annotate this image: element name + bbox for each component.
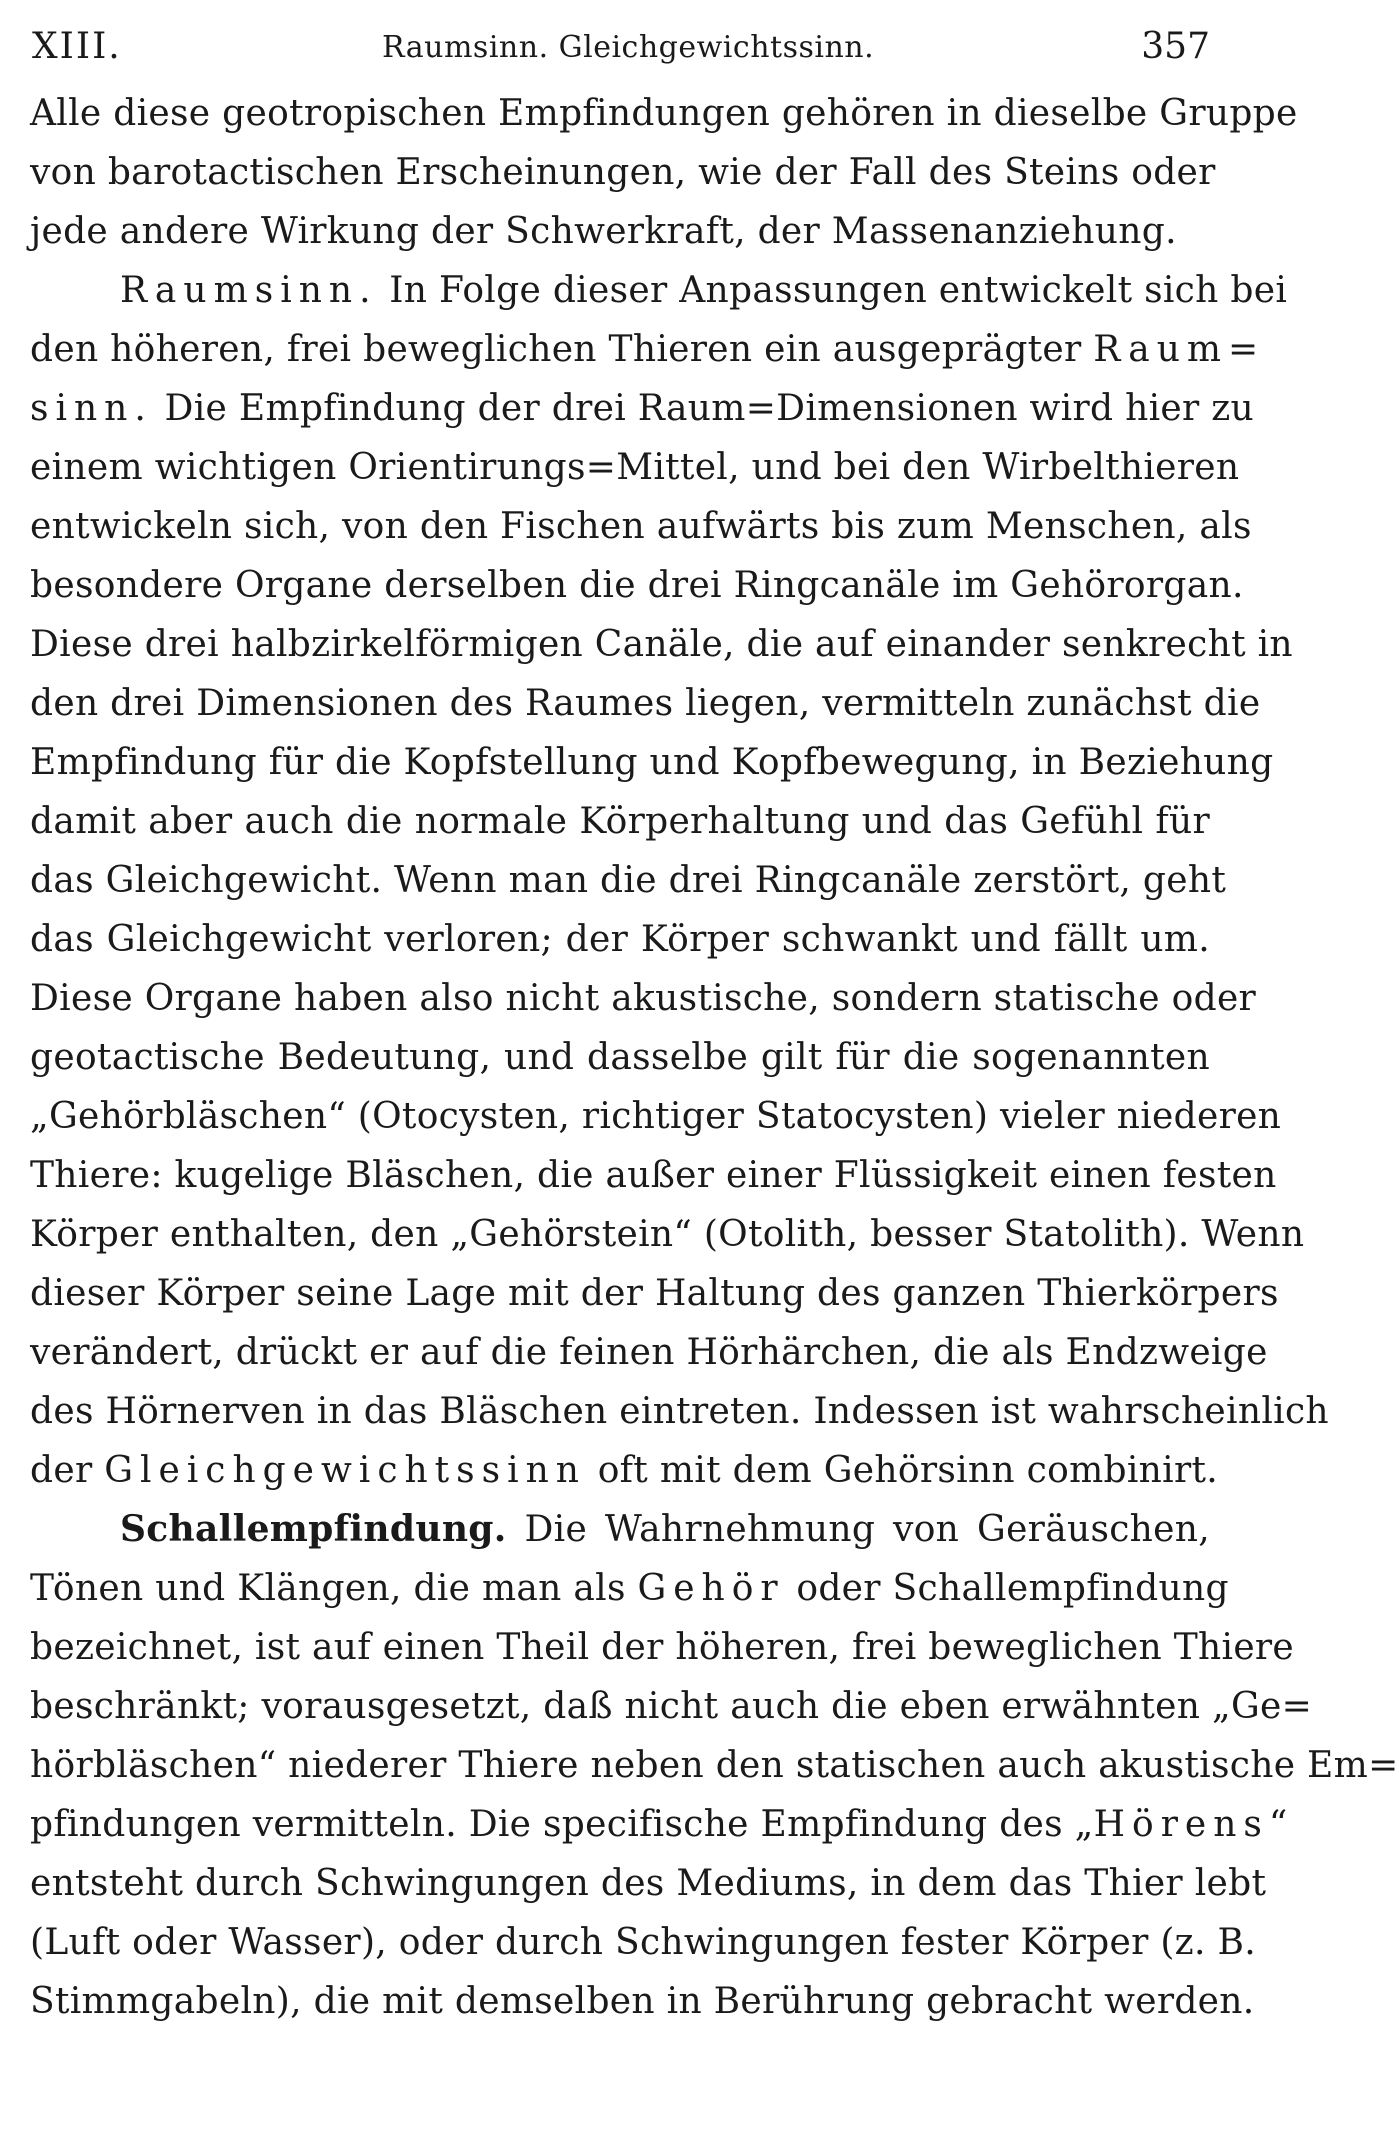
section-heading-raumsinn: Raumsinn. — [120, 270, 378, 311]
text-line: (Luft oder Wasser), oder durch Schwingungen fester Körper (z. B. — [30, 1922, 1256, 1963]
text-line: das Gleichgewicht verloren; der Körper schwankt und fällt um. — [30, 919, 1210, 960]
text-line: Alle diese geotropischen Empfindungen gehören in dieselbe Gruppe — [30, 93, 1298, 134]
text-line: den höheren, frei beweglichen Thieren ein ausgeprägter Raum= — [30, 329, 1266, 370]
emphasis-text: Gleichgewichtssinn — [104, 1450, 586, 1491]
text-line: geotactische Bedeutung, und dasselbe gilt für die sogenannten — [30, 1037, 1210, 1078]
emphasis-text: Gehör — [637, 1568, 785, 1609]
running-title: Raumsinn. Gleichgewichtssinn. — [382, 30, 875, 65]
text-line: der Gleichgewichtssinn oft mit dem Gehörsinn combinirt. — [30, 1450, 1218, 1491]
text-line: den drei Dimensionen des Raumes liegen, vermitteln zunächst die — [30, 683, 1261, 724]
text-line: entwickeln sich, von den Fischen aufwärts bis zum Menschen, als — [30, 506, 1252, 547]
text-line: des Hörnerven in das Bläschen eintreten. Indessen ist wahrscheinlich — [30, 1391, 1329, 1432]
text-line: Empfindung für die Kopfstellung und Kopfbewegung, in Beziehung — [30, 742, 1274, 783]
text-line: hörbläschen“ niederer Thiere neben den statischen auch akustische Em= — [30, 1745, 1399, 1786]
chapter-number: XIII. — [32, 26, 122, 67]
text-line: damit aber auch die normale Körperhaltung und das Gefühl für — [30, 801, 1210, 842]
text-line: Tönen und Klängen, die man als Gehör oder Schallempfindung — [30, 1568, 1229, 1609]
text-line: von barotactischen Erscheinungen, wie der Fall des Steins oder — [30, 152, 1216, 193]
text-line: „Gehörbläschen“ (Otocysten, richtiger Statocysten) vieler niederen — [30, 1096, 1282, 1137]
text-line: pfindungen vermitteln. Die specifische Empfindung des „Hörens“ — [30, 1804, 1288, 1845]
text-line: Thiere: kugelige Bläschen, die außer einer Flüssigkeit einen festen — [30, 1155, 1277, 1196]
text-line: dieser Körper seine Lage mit der Haltung des ganzen Thierkörpers — [30, 1273, 1279, 1314]
emphasis-text: Hörens — [1093, 1804, 1269, 1845]
text-line: beschränkt; vorausgesetzt, daß nicht auch die eben erwähnten „Ge= — [30, 1686, 1313, 1727]
emphasis-text: Raum= — [1093, 329, 1266, 370]
text-line: Körper enthalten, den „Gehörstein“ (Otolith, besser Statolith). Wenn — [30, 1214, 1305, 1255]
text-line: das Gleichgewicht. Wenn man die drei Ringcanäle zerstört, geht — [30, 860, 1227, 901]
text-line: verändert, drückt er auf die feinen Hörhärchen, die als Endzweige — [30, 1332, 1268, 1373]
page-number: 357 — [1141, 26, 1210, 67]
text-line: besondere Organe derselben die drei Ringcanäle im Gehörorgan. — [30, 565, 1244, 606]
text-line: Diese Organe haben also nicht akustische, sondern statische oder — [30, 978, 1257, 1019]
text-line: Raumsinn. In Folge dieser Anpassungen entwickelt sich bei — [120, 270, 1288, 311]
text-line: entsteht durch Schwingungen des Mediums, in dem das Thier lebt — [30, 1863, 1267, 1904]
running-head — [30, 22, 1210, 74]
text-line: Stimmgabeln), die mit demselben in Berührung gebracht werden. — [30, 1981, 1255, 2022]
text-line: jede andere Wirkung der Schwerkraft, der Massenanziehung. — [30, 211, 1177, 252]
text-line: bezeichnet, ist auf einen Theil der höheren, frei beweglichen Thiere — [30, 1627, 1295, 1668]
text-line: Diese drei halbzirkelförmigen Canäle, die auf einander senkrecht in — [30, 624, 1293, 665]
text-line: sinn. Die Empfindung der drei Raum=Dimensionen wird hier zu — [30, 388, 1254, 429]
section-heading-schallempfindung: Schallempfindung. — [120, 1508, 507, 1550]
book-page — [30, 22, 1399, 2031]
emphasis-text: sinn. — [30, 388, 153, 429]
text-line: einem wichtigen Orientirungs=Mittel, und bei den Wirbelthieren — [30, 447, 1240, 488]
body-text — [30, 84, 1399, 2031]
text-line: Schallempfindung. Die Wahrnehmung von Geräuschen, — [120, 1508, 1210, 1550]
